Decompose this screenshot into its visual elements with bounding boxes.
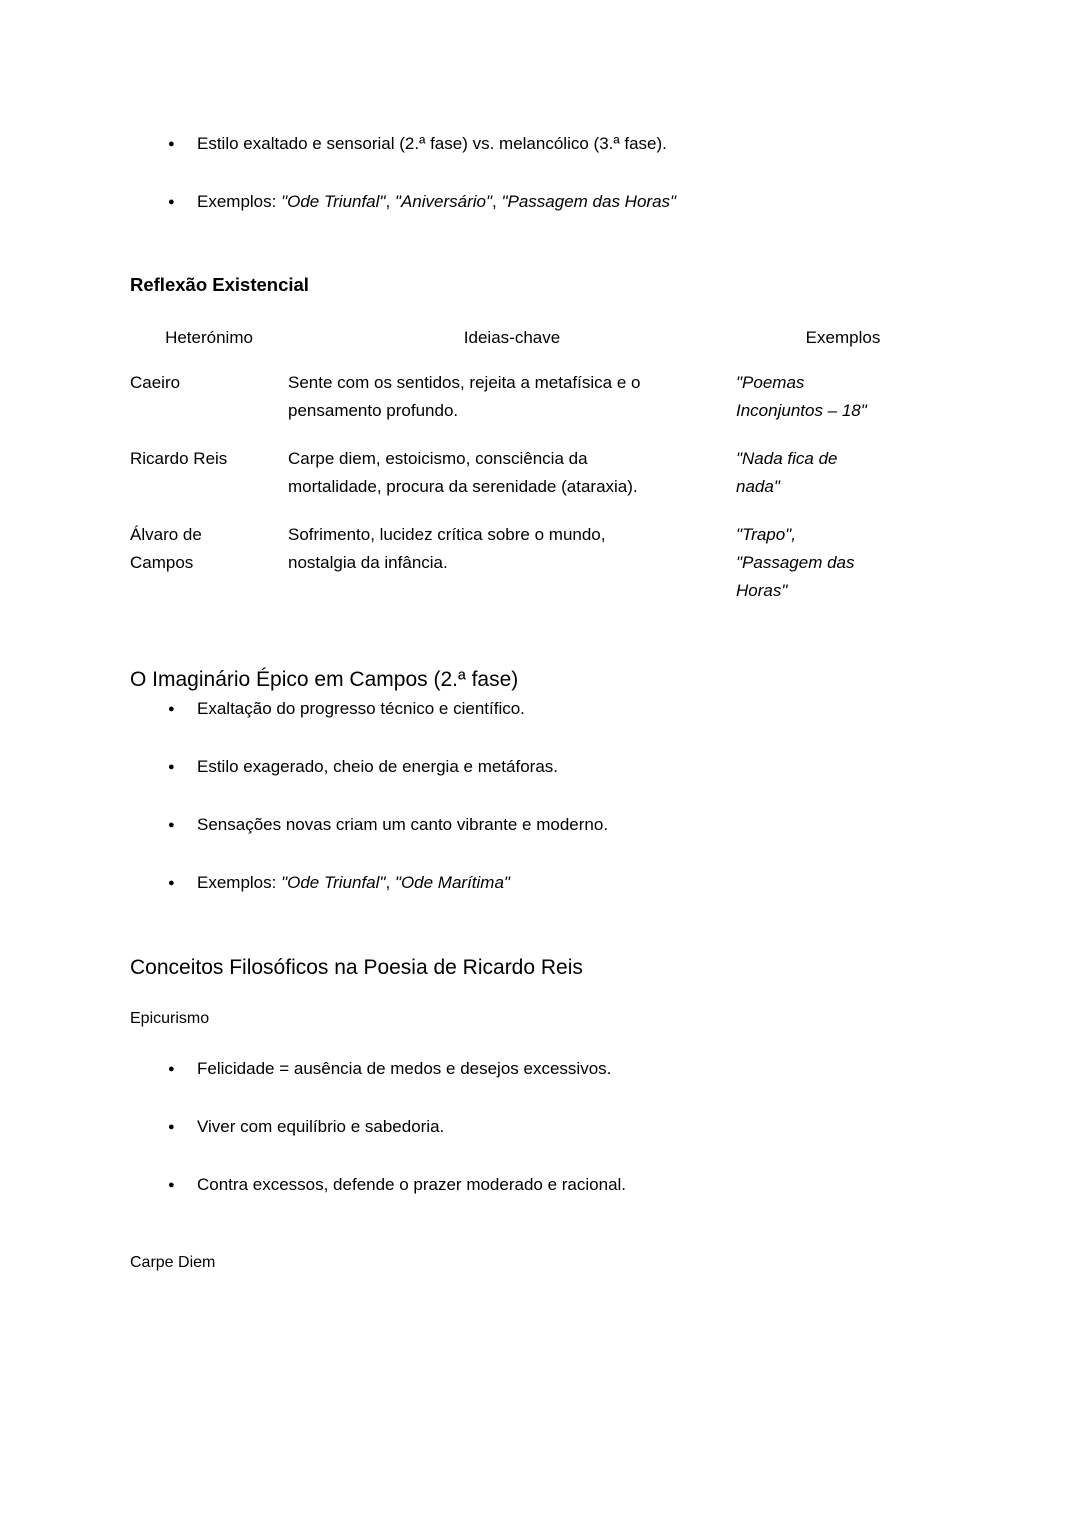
intro-bullet-list (130, 130, 950, 216)
cell-exemplos: "Poemas Inconjuntos – 18" (736, 373, 867, 420)
subheading-epicurismo: Epicurismo (130, 1010, 210, 1027)
heading-imaginario-epico: O Imaginário Épico em Campos (2.ª fase) (130, 668, 519, 691)
list-item (168, 130, 950, 158)
cell-heteronimo: Ricardo Reis (130, 449, 228, 468)
bullet-icon: ● (168, 138, 175, 150)
table-header-ideias-chave: Ideias-chave (463, 328, 561, 347)
list-item (168, 695, 950, 723)
list-item-text: Contra excessos, defende o prazer moderado e racional. (197, 1175, 627, 1194)
list-item (168, 1113, 950, 1141)
list-item (168, 811, 950, 839)
list-item (168, 1055, 950, 1083)
bullet-icon: ● (168, 1179, 175, 1191)
cell-ideias-chave: Sente com os sentidos, rejeita a metafísica e o pensamento profundo. (288, 373, 641, 420)
bullet-icon: ● (168, 1063, 175, 1075)
bullet-icon: ● (168, 1121, 175, 1133)
list-item-text: Estilo exagerado, cheio de energia e metáforas. (197, 757, 559, 776)
list-item-text: Viver com equilíbrio e sabedoria. (197, 1117, 445, 1136)
cell-ideias-chave: Sofrimento, lucidez crítica sobre o mundo, nostalgia da infância. (288, 525, 606, 572)
table-header-exemplos: Exemplos (805, 328, 881, 347)
heading-reflexao-existencial: Reflexão Existencial (130, 274, 309, 295)
list-item-text: Sensações novas criam um canto vibrante e moderno. (197, 815, 609, 834)
table-row-alvaro-de-campos (130, 521, 950, 605)
subheading-carpe-diem: Carpe Diem (130, 1254, 216, 1271)
bullet-icon: ● (168, 819, 175, 831)
table-row-caeiro (130, 369, 950, 425)
bullet-icon: ● (168, 703, 175, 715)
heteronimos-table (130, 324, 950, 605)
table-header-heteronimo: Heterónimo (165, 328, 253, 347)
list-item-text: Exemplos: "Ode Triunfal", "Aniversário", "Passagem das Horas" (197, 192, 677, 211)
list-item-text: Exaltação do progresso técnico e científico. (197, 699, 525, 718)
bullet-icon: ● (168, 196, 175, 208)
list-item (168, 188, 950, 216)
table-header-row (130, 324, 950, 352)
heading-conceitos-filosoficos: Conceitos Filosóficos na Poesia de Ricardo Reis (130, 956, 583, 979)
list-item (168, 753, 950, 781)
cell-exemplos: "Trapo", "Passagem das Horas" (736, 525, 855, 600)
epicurismo-bullet-list (130, 1055, 950, 1199)
list-item-text: Felicidade = ausência de medos e desejos excessivos. (197, 1059, 612, 1078)
bullet-icon: ● (168, 877, 175, 889)
imaginario-bullet-list (130, 695, 950, 897)
list-item (168, 869, 950, 897)
table-row-ricardo-reis (130, 445, 950, 501)
cell-exemplos: "Nada fica de nada" (736, 449, 838, 496)
list-item-text: Exemplos: "Ode Triunfal", "Ode Marítima" (197, 873, 510, 892)
list-item-text: Estilo exaltado e sensorial (2.ª fase) vs. melancólico (3.ª fase). (197, 134, 667, 153)
cell-ideias-chave: Carpe diem, estoicismo, consciência da mortalidade, procura da serenidade (ataraxia). (288, 449, 638, 496)
cell-heteronimo: Caeiro (130, 373, 181, 392)
bullet-icon: ● (168, 761, 175, 773)
list-item (168, 1171, 950, 1199)
cell-heteronimo: Álvaro de Campos (130, 525, 202, 572)
